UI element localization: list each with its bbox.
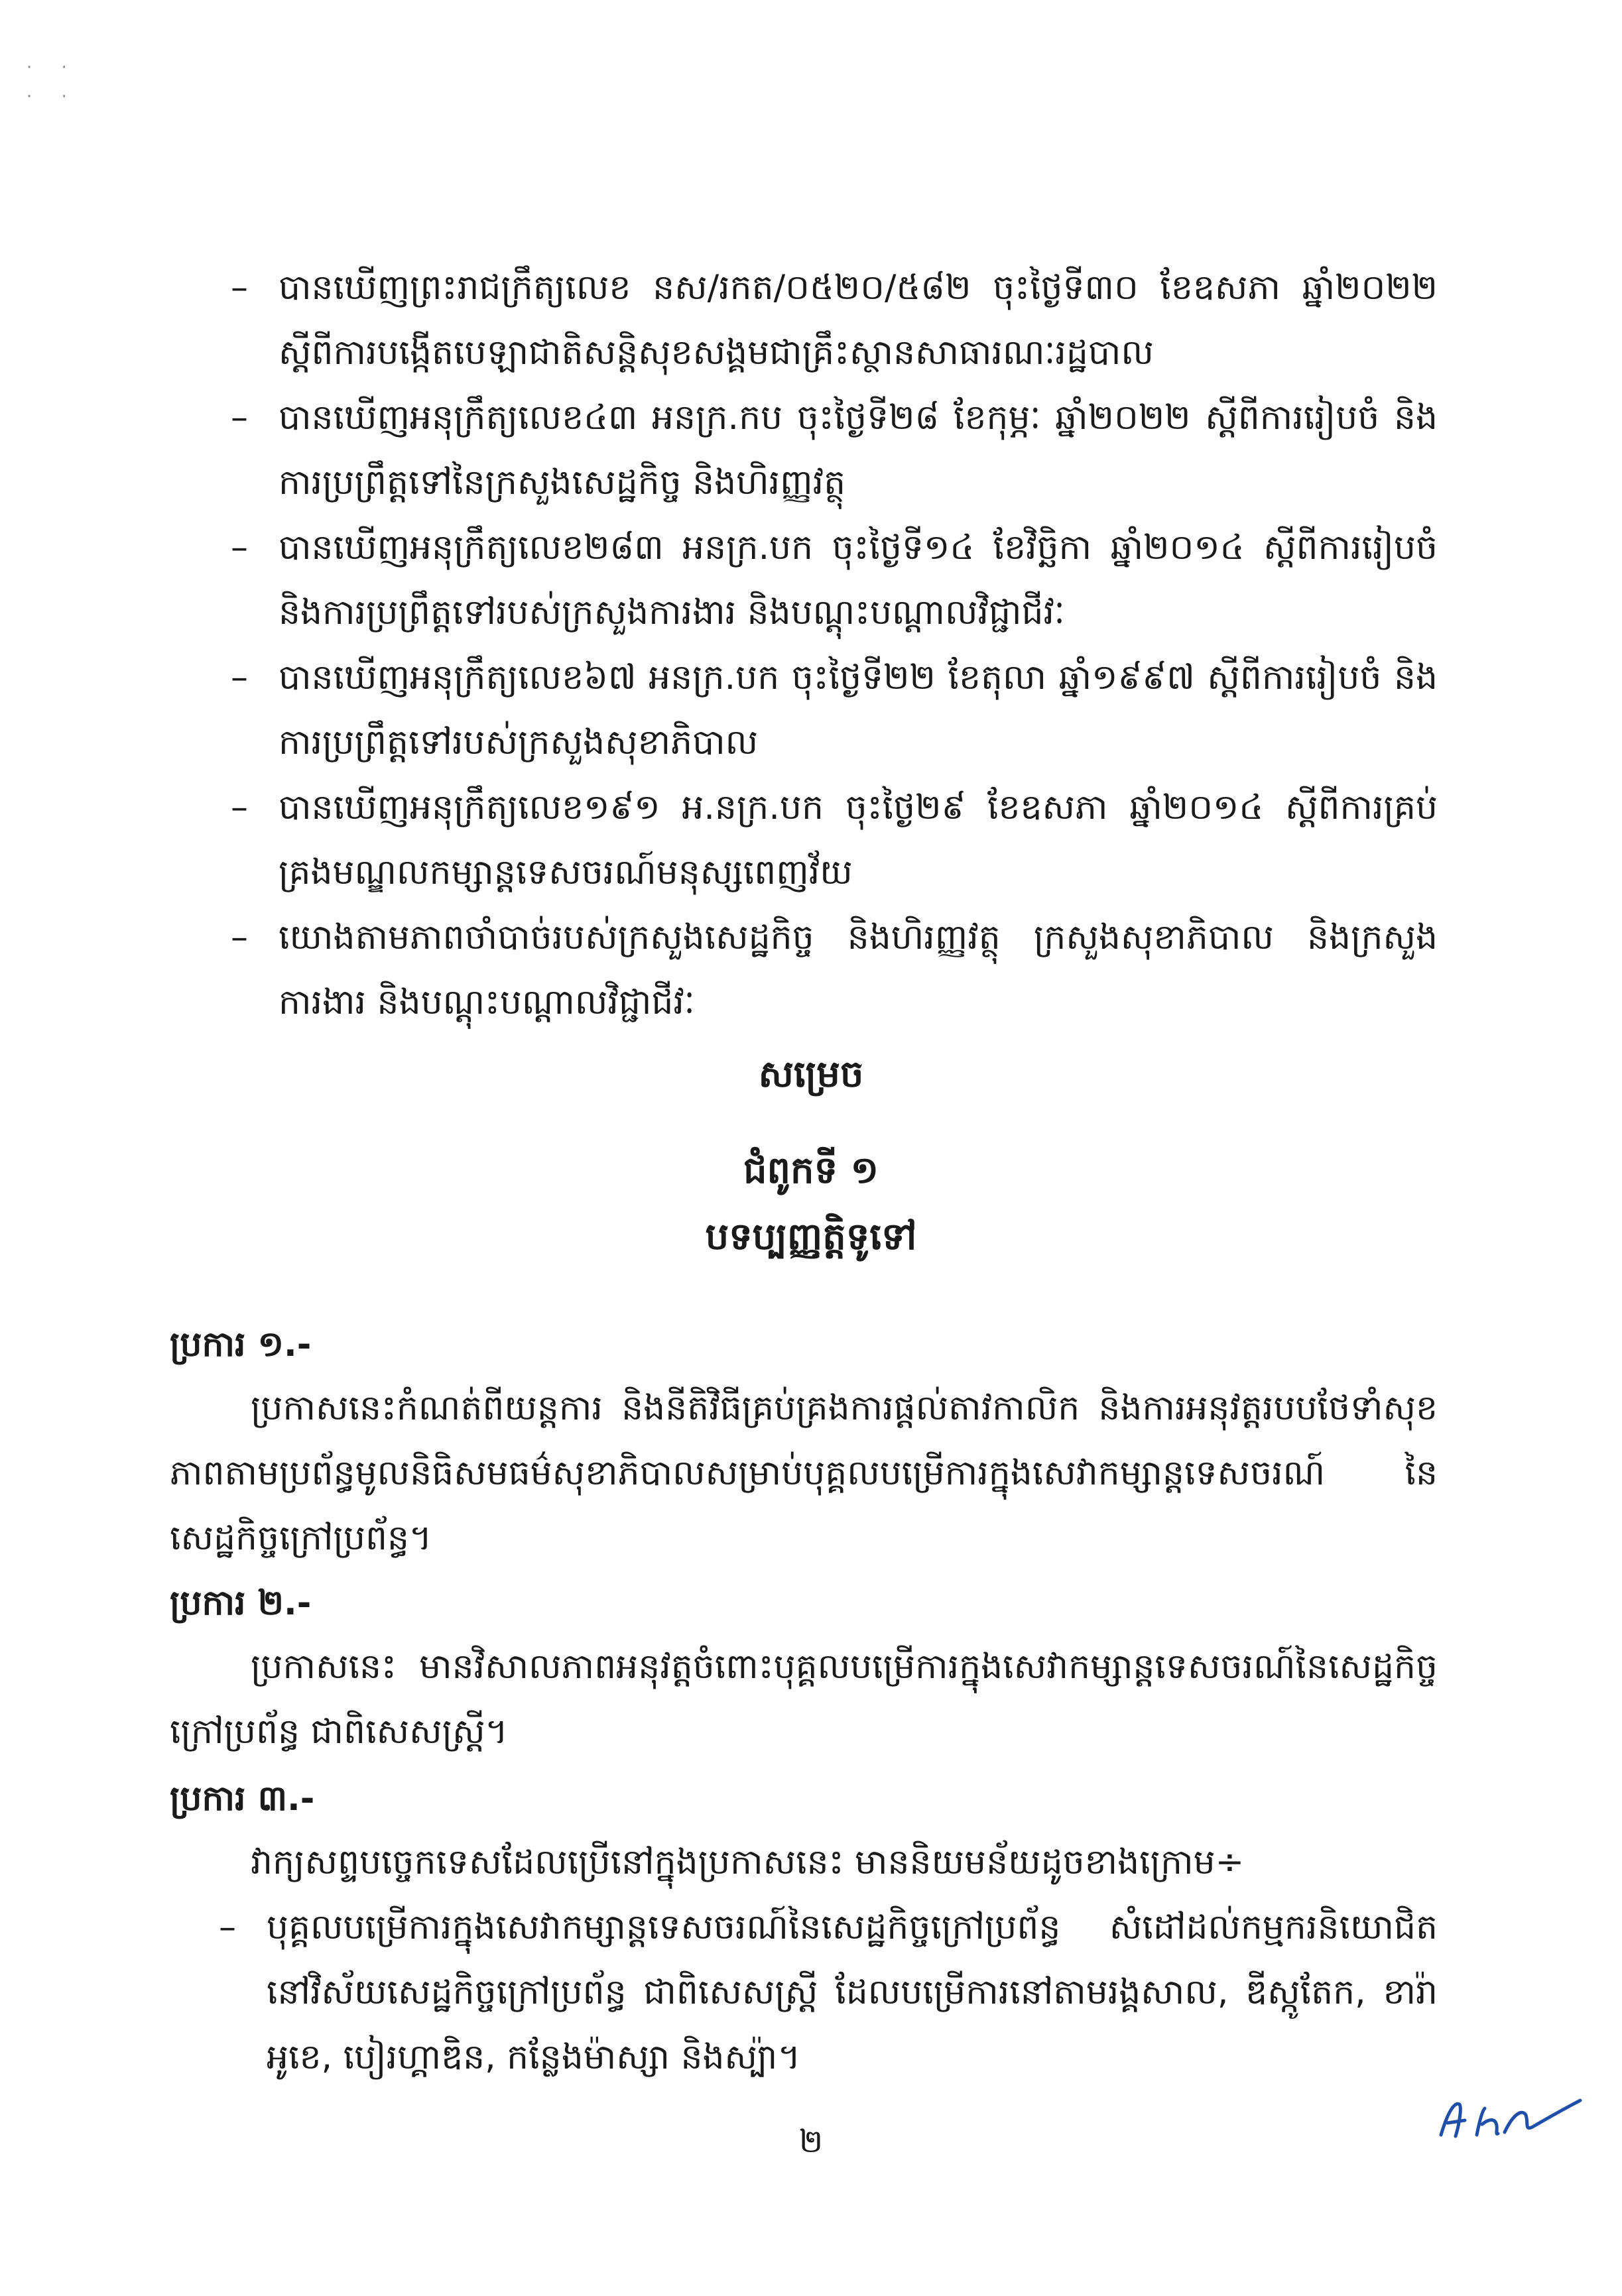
preamble-item-text: បានឃើញព្រះរាជក្រឹត្យលេខ នស/រកត/០៥២០/៥៨២ ចុះថ្ងៃទី៣០ ខែឧសភា ឆ្នាំ២០២២ ស្ដីពីការបង្កើតបេឡាជាតិសន្តិសុខសង្គមជាគ្រឹះស្ថានសាធារណៈរដ្ឋបាល bbox=[279, 268, 1438, 373]
dash-bullet: – bbox=[231, 268, 248, 308]
preamble-item-text: បានឃើញអនុក្រឹត្យលេខ៤៣ អនក្រ.កប ចុះថ្ងៃទី២៨ ខែកុម្ភៈ ឆ្នាំ២០២២ ស្ដីពីការរៀបចំ និងការប្រព្រឹត្តទៅនៃក្រសួងសេដ្ឋកិច្ច និងហិរញ្ញវត្ថុ bbox=[279, 398, 1438, 503]
chapter-title: បទប្បញ្ញត្តិទូទៅ bbox=[705, 1215, 917, 1258]
preamble-item bbox=[231, 515, 1438, 645]
article-2-label: ប្រការ ២.- bbox=[170, 1583, 312, 1623]
dash-bullet: – bbox=[231, 398, 248, 438]
preamble-item-text: បានឃើញអនុក្រឹត្យលេខ១៩១ អ.នក្រ.បក ចុះថ្ងៃ២៩ ខែឧសភា ឆ្នាំ២០១៤ ស្ដីពីការគ្រប់គ្រងមណ្ឌលកម្សាន្តទេសចរណ៍មនុស្សពេញវ័យ bbox=[279, 788, 1438, 892]
chapter-number: ជំពូកទី ១ bbox=[743, 1149, 879, 1192]
scan-marks: · · · · bbox=[27, 58, 79, 107]
article-3-label: ប្រការ ៣.- bbox=[170, 1779, 315, 1819]
article-1-label: ប្រការ ១.- bbox=[170, 1325, 312, 1364]
initials-signature bbox=[1436, 2088, 1585, 2148]
preamble-item bbox=[231, 905, 1438, 1035]
page-number: ២ bbox=[798, 2123, 824, 2160]
dash-bullet: – bbox=[219, 1907, 236, 1947]
preamble-item bbox=[231, 775, 1438, 905]
dash-bullet: – bbox=[231, 528, 248, 568]
preamble-list bbox=[231, 255, 1438, 1035]
decision-heading: សម្រេច bbox=[758, 1053, 864, 1096]
preamble-item-text: យោងតាមភាពចាំបាច់របស់ក្រសួងសេដ្ឋកិច្ច និងហិរញ្ញវត្ថុ ក្រសួងសុខាភិបាល និងក្រសួងការងារ និងបណ្ដុះបណ្ដាលវិជ្ជាជីវៈ bbox=[279, 918, 1438, 1022]
dash-bullet: – bbox=[231, 918, 248, 957]
article-3-text: វាក្យសព្ទបច្ចេកទេសដែលប្រើនៅក្នុងប្រកាសនេះ មាននិយមន័យដូចខាងក្រោម÷ bbox=[251, 1843, 1245, 1882]
article-2-text: ប្រកាសនេះ មានវិសាលភាពអនុវត្តចំពោះបុគ្គលបម្រើការក្នុងសេវាកម្សាន្តទេសចរណ៍នៃសេដ្ឋកិច្ចក្រៅប្រព័ន្ធ ជាពិសេសស្ត្រី។ bbox=[170, 1647, 1438, 1752]
preamble-item-text: បានឃើញអនុក្រឹត្យលេខ៦៧ អនក្រ.បក ចុះថ្ងៃទី២២ ខែតុលា ឆ្នាំ១៩៩៧ ស្ដីពីការរៀបចំ និងការប្រព្រឹត្តទៅរបស់ក្រសួងសុខាភិបាល bbox=[279, 658, 1438, 762]
preamble-item bbox=[231, 645, 1438, 775]
article-1-text: ប្រកាសនេះកំណត់ពីយន្តការ និងនីតិវិធីគ្រប់គ្រងការផ្ដល់តាវកាលិក និងការអនុវត្តរបបថែទាំសុខភាពតាមប្រព័ន្ធមូលនិធិសមធម៌សុខាភិបាលសម្រាប់បុគ្គលបម្រើការក្នុងសេវាកម្សាន្តទេសចរណ៍ នៃសេដ្ឋកិច្ចក្រៅប្រព័ន្ធ។ bbox=[170, 1388, 1438, 1558]
definition-item bbox=[219, 1895, 1438, 2090]
dash-bullet: – bbox=[231, 658, 248, 697]
dash-bullet: – bbox=[231, 788, 248, 827]
preamble-item bbox=[231, 255, 1438, 385]
preamble-item bbox=[231, 385, 1438, 515]
preamble-item-text: បានឃើញអនុក្រឹត្យលេខ២៨៣ អនក្រ.បក ចុះថ្ងៃទី១៤ ខែវិច្ឆិកា ឆ្នាំ២០១៤ ស្ដីពីការរៀបចំ និងការប្រព្រឹត្តទៅរបស់ក្រសួងការងារ និងបណ្ដុះបណ្ដាលវិជ្ជាជីវៈ bbox=[279, 528, 1438, 633]
definition-text: បុគ្គលបម្រើការក្នុងសេវាកម្សាន្តទេសចរណ៍នៃសេដ្ឋកិច្ចក្រៅប្រព័ន្ធ សំដៅដល់កម្មករនិយោជិតនៅវិស័យសេដ្ឋកិច្ចក្រៅប្រព័ន្ធ ជាពិសេសស្ត្រី ដែលបម្រើការនៅតាមរង្គសាល, ឌីស្កូតែក, ខារ៉ាអូខេ, បៀរហ្គាឌិន, កន្លែងម៉ាស្សា និងស្ប៉ា។ bbox=[267, 1907, 1438, 2077]
